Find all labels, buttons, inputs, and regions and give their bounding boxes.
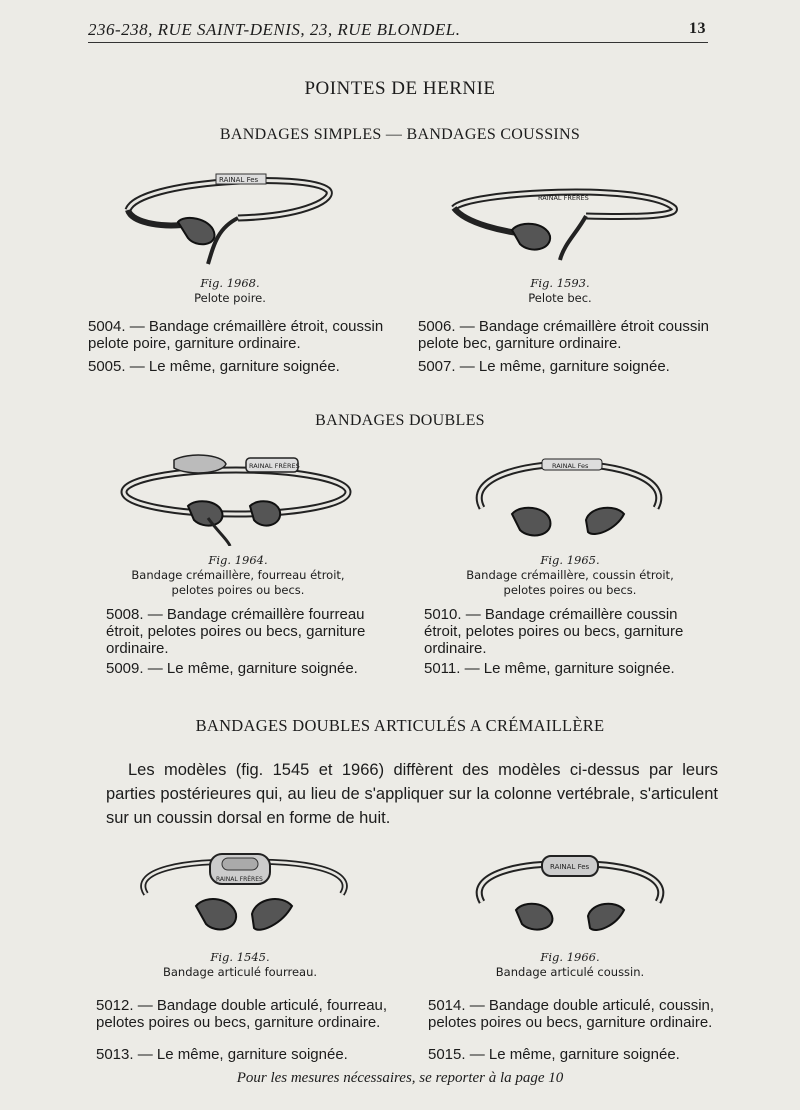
figure-number: Fig. 1593. (530, 276, 590, 290)
item-reference: 5010. (424, 606, 462, 623)
item-text: — Le même, garniture soignée. (137, 1046, 348, 1063)
header-address: 236-238, RUE SAINT-DENIS, 23, RUE BLONDEL. (88, 20, 461, 39)
item-text: — Bandage double articulé, fourreau, pelotes poires ou becs, garniture ordinaire. (96, 997, 388, 1031)
catalog-item (106, 660, 388, 677)
brand-label: RAINAL Fes (219, 176, 259, 184)
page-number: 13 (689, 20, 706, 37)
figure-number: Fig. 1545. (210, 950, 270, 964)
catalog-item (96, 1046, 392, 1063)
figure-caption (470, 950, 670, 980)
brand-label: RAINAL FRÈRES (249, 462, 300, 470)
item-reference: 5013. (96, 1046, 134, 1063)
catalog-item (428, 997, 720, 1031)
brand-label: RAINAL FRÈRES (538, 194, 589, 202)
item-text: — Bandage double articulé, coussin, pelotes poires ou becs, garniture ordinaire. (428, 997, 715, 1031)
item-reference: 5008. (106, 606, 144, 623)
item-reference: 5011. (424, 660, 461, 677)
brand-label: RAINAL FRÈRES (216, 876, 263, 883)
item-reference: 5014. (428, 997, 466, 1014)
catalog-item (418, 318, 714, 352)
item-text: — Le même, garniture soignée. (129, 358, 340, 375)
item-text: — Bandage crémaillère coussin étroit, pelotes poires ou becs, garniture ordinaire. (424, 606, 684, 657)
item-reference: 5009. (106, 660, 144, 677)
figure-caption (140, 276, 320, 306)
intro-paragraph: Les modèles (fig. 1545 et 1966) diffèrent des modèles ci-dessus par leurs parties postérieures qui, au lieu de s'appliquer sur la colonne vertébrale, s'articulent sur un coussin dorsal en forme de huit. (106, 761, 718, 827)
figure-caption (470, 276, 650, 306)
item-text: — Bandage crémaillère étroit coussin pelote bec, garniture ordinaire. (418, 318, 710, 352)
catalog-item (96, 997, 392, 1031)
item-reference: 5007. (418, 358, 456, 375)
figure-caption (118, 553, 358, 598)
figure-number: Fig. 1968. (200, 276, 260, 290)
running-header (88, 18, 708, 43)
item-reference: 5006. (418, 318, 456, 335)
catalog-item (418, 358, 714, 375)
catalog-item (106, 606, 388, 657)
item-text: — Bandage crémaillère fourreau étroit, pelotes poires ou becs, garniture ordinaire. (106, 606, 366, 657)
truss-illustration-fig-1965 (462, 458, 676, 548)
figure-description: Pelote bec. (528, 291, 592, 305)
figure-number: Fig. 1965. (540, 553, 600, 567)
catalog-item (88, 318, 388, 352)
truss-illustration-fig-1968 (118, 168, 340, 268)
page-title: POINTES DE HERNIE (304, 78, 496, 99)
catalog-item (424, 606, 718, 657)
figure-description: Bandage crémaillère, fourreau étroit, pelotes poires ou becs. (131, 568, 345, 597)
figure-description: Bandage articulé fourreau. (162, 965, 318, 979)
truss-illustration-fig-1966 (462, 852, 678, 944)
item-reference: 5005. (88, 358, 126, 375)
section-heading-doubles: BANDAGES DOUBLES (315, 412, 485, 429)
brand-label: RAINAL Fes (550, 863, 590, 871)
item-reference: 5015. (428, 1046, 466, 1063)
item-text: — Le même, garniture soignée. (147, 660, 358, 677)
page-footer-note: Pour les mesures nécessaires, se reporter à la page 10 (236, 1070, 564, 1086)
item-text: — Bandage crémaillère étroit, coussin pelote poire, garniture ordinaire. (88, 318, 384, 352)
item-reference: 5012. (96, 997, 134, 1014)
catalog-item (428, 1046, 720, 1063)
truss-illustration-fig-1593 (446, 178, 680, 266)
item-reference: 5004. (88, 318, 126, 335)
brand-label: RAINAL Fes (552, 462, 589, 470)
figure-number: Fig. 1964. (208, 553, 268, 567)
figure-description: Bandage articulé coussin. (495, 965, 645, 979)
item-text: — Le même, garniture soignée. (459, 358, 670, 375)
figure-description: Pelote poire. (194, 291, 266, 305)
section-heading-articules: BANDAGES DOUBLES ARTICULÉS A CRÉMAILLÈRE (195, 716, 605, 735)
catalog-item (88, 358, 388, 375)
item-text: — Le même, garniture soignée. (464, 660, 675, 677)
figure-caption (452, 553, 688, 598)
truss-illustration-fig-1545 (126, 850, 362, 946)
item-text: — Le même, garniture soignée. (469, 1046, 680, 1063)
section-heading-simples: BANDAGES SIMPLES — BANDAGES COUSSINS (219, 126, 581, 143)
figure-caption (140, 950, 340, 980)
figure-number: Fig. 1966. (540, 950, 600, 964)
catalog-item (424, 660, 718, 677)
truss-illustration-fig-1964 (118, 450, 354, 546)
figure-description: Bandage crémaillère, coussin étroit, pelotes poires ou becs. (466, 568, 674, 597)
